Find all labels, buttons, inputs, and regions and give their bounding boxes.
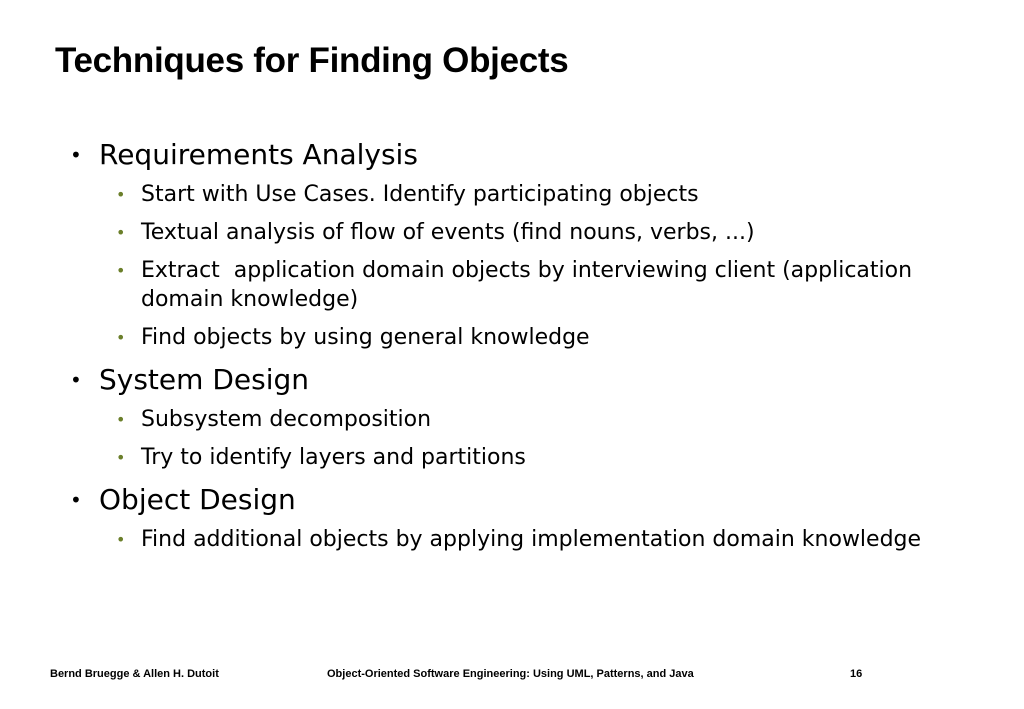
bullet-text: System Design [99,363,309,396]
bullet-text: Object Design [99,483,296,516]
sub-list-system-design [70,405,970,472]
sub-bullet-text: Subsystem decomposition [141,407,432,432]
bullet-requirements-analysis [70,136,970,174]
sub-list-object-design [70,525,970,554]
sub-bullet [70,180,970,209]
slide-content [70,136,970,563]
bullet-dot-icon: • [70,488,82,512]
bullet-system-design [70,361,970,399]
sub-bullet-text: Extract application domain objects by interviewing client (application domain knowledge) [141,258,920,312]
sub-bullet-text: Find objects by using general knowledge [141,325,590,350]
footer-page-number: 16 [850,668,863,680]
sub-bullet-dot-icon: • [116,223,126,242]
sub-bullet-text: Textual analysis of flow of events (find nouns, verbs, ...) [141,220,755,245]
footer-book-title: Object-Oriented Software Engineering: Using UML, Patterns, and Java [327,668,694,680]
bullet-text: Requirements Analysis [99,138,418,171]
sub-bullet-text: Start with Use Cases. Identify participating objects [141,182,699,207]
slide-title: Techniques for Finding Objects [55,41,569,80]
sub-bullet-text: Try to identify layers and partitions [141,445,526,470]
footer-authors: Bernd Bruegge & Allen H. Dutoit [50,668,219,680]
sub-bullet [70,525,970,554]
bullet-dot-icon: • [70,368,82,392]
sub-list-requirements-analysis [70,180,970,352]
sub-bullet-dot-icon: • [116,530,126,549]
bullet-object-design [70,481,970,519]
sub-bullet-dot-icon: • [116,448,126,467]
sub-bullet [70,443,970,472]
sub-bullet-text: Find additional objects by applying implementation domain knowledge [141,527,922,552]
sub-bullet [70,256,970,314]
sub-bullet-dot-icon: • [116,328,126,347]
sub-bullet-dot-icon: • [116,185,126,204]
sub-bullet [70,218,970,247]
sub-bullet-dot-icon: • [116,410,126,429]
sub-bullet [70,323,970,352]
bullet-dot-icon: • [70,143,82,167]
sub-bullet [70,405,970,434]
sub-bullet-dot-icon: • [116,261,126,280]
